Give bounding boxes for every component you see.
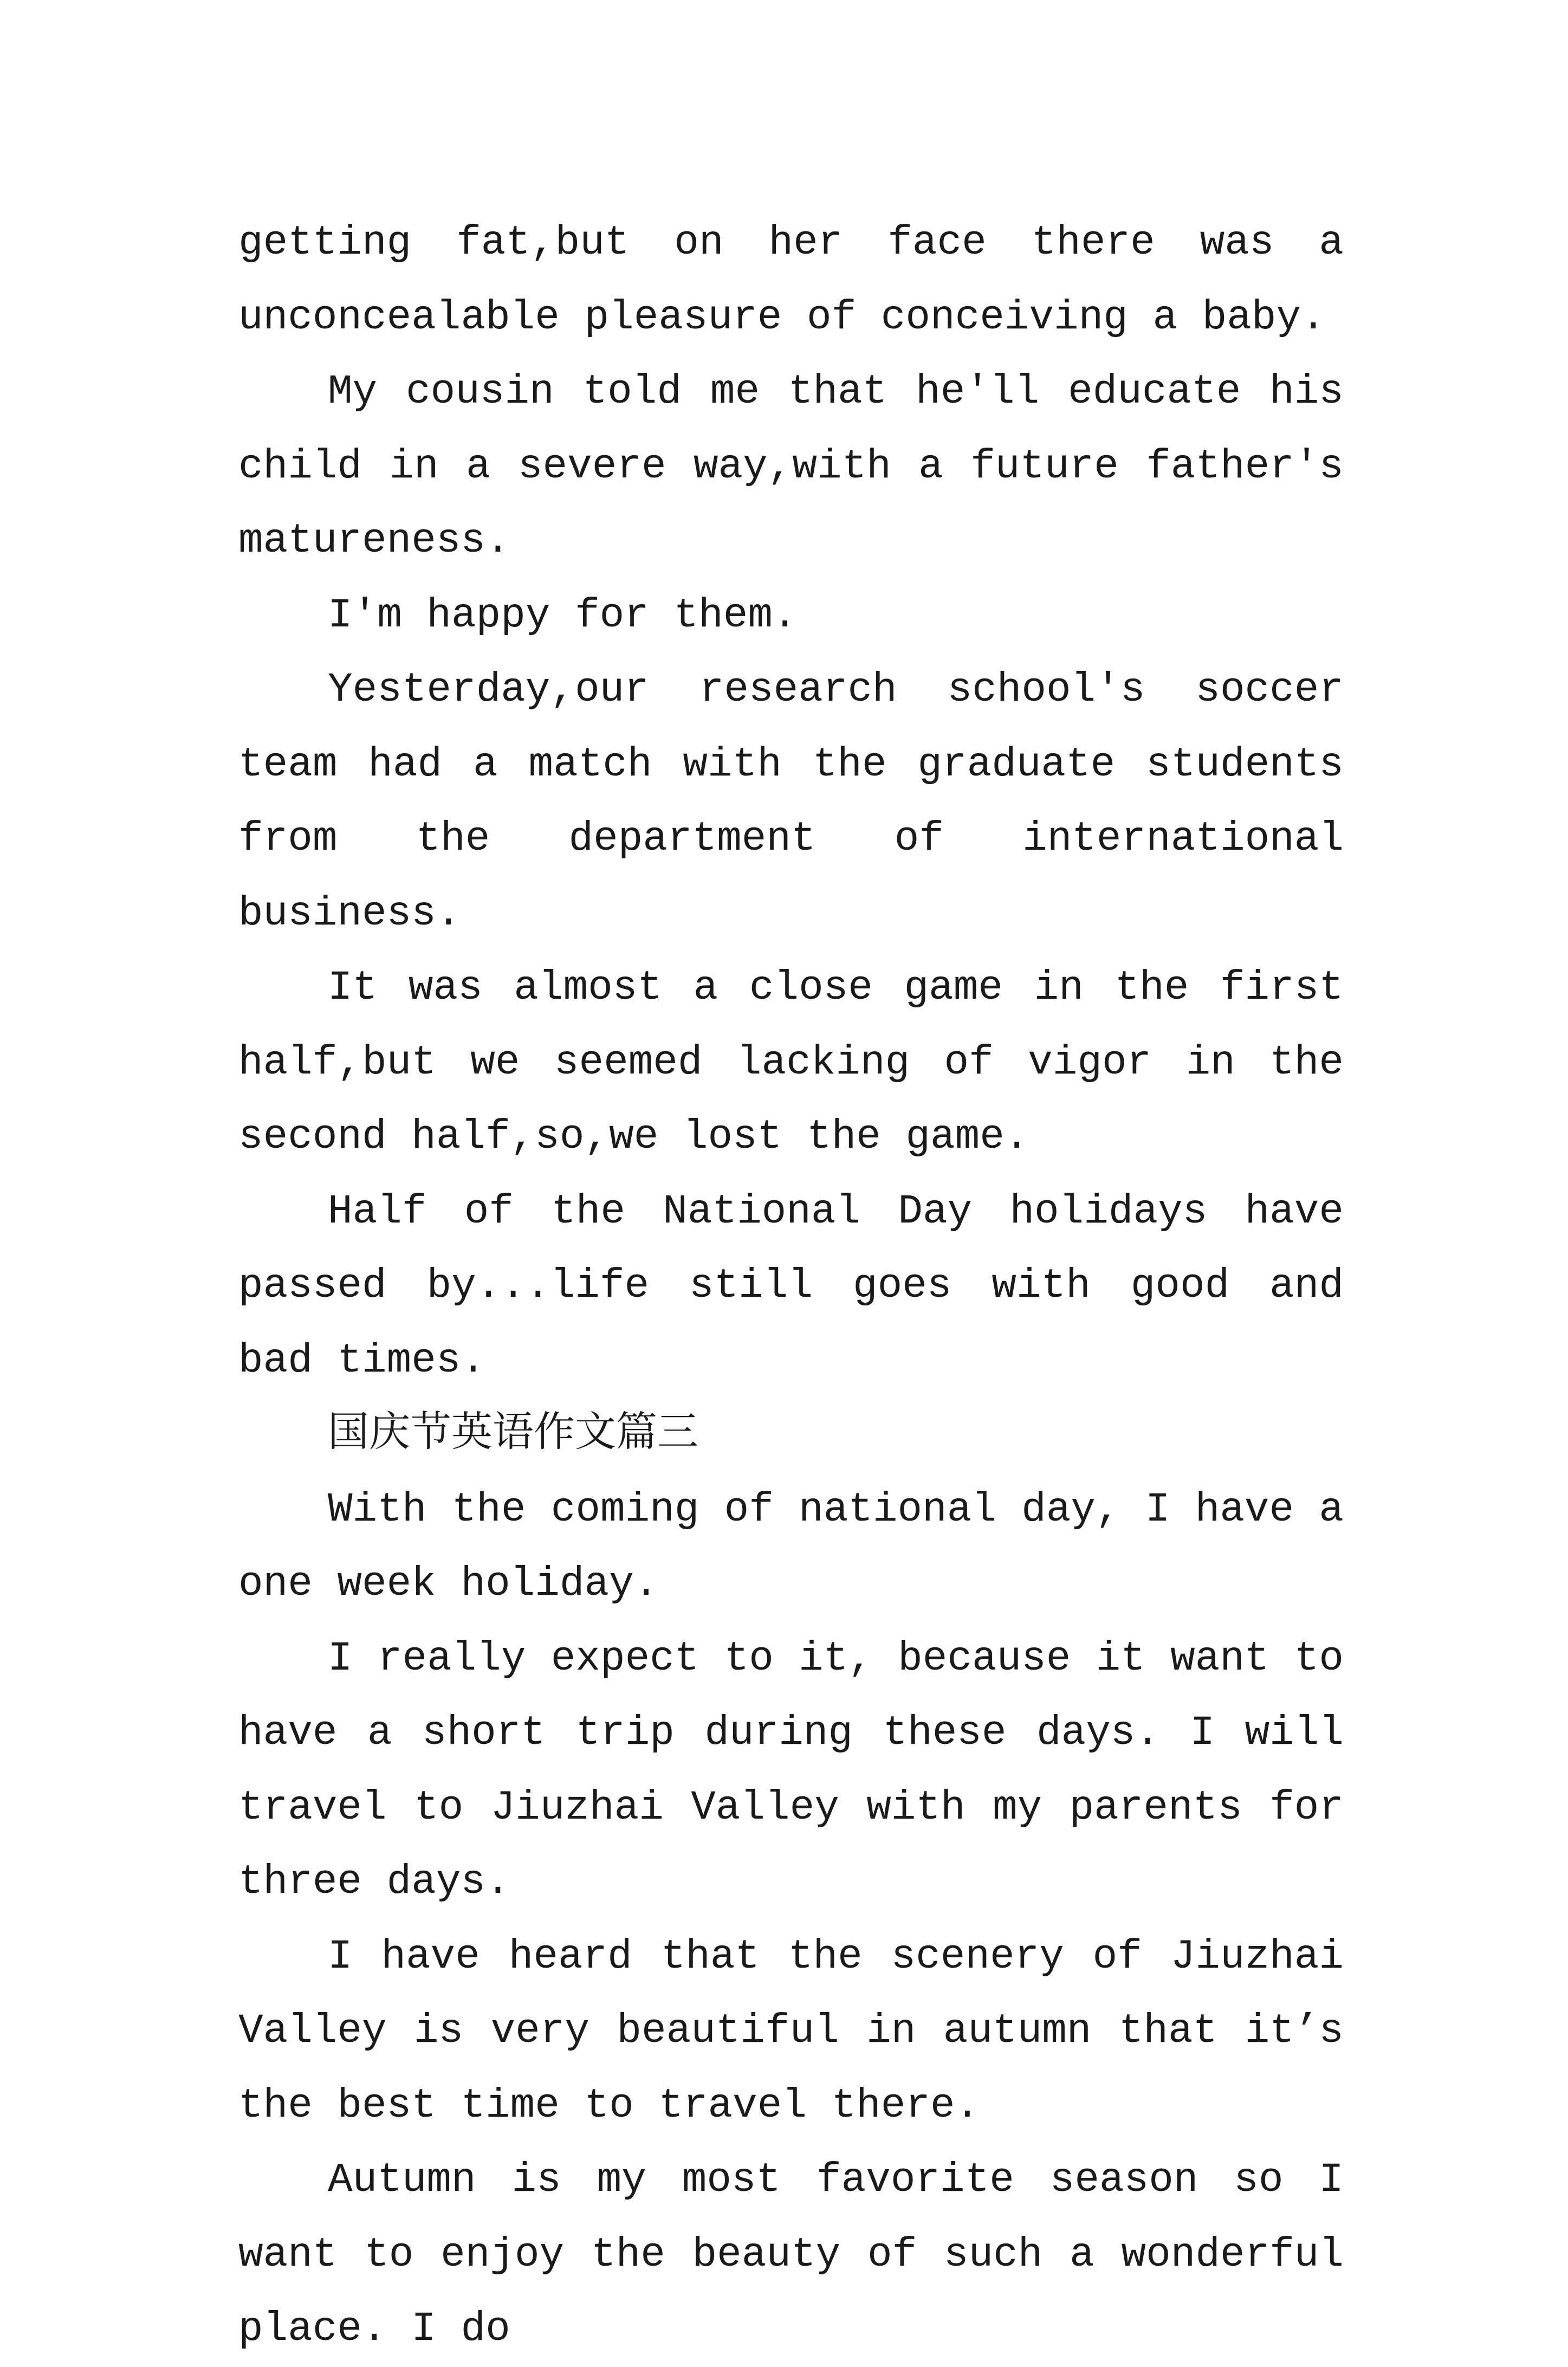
paragraph-scenery: I have heard that the scenery of Jiuzhai Valley is very beautiful in autumn that it’s the best time to travel there.	[238, 1933, 1344, 2129]
paragraph-continuation: getting fat,but on her face there was a unconcealable pleasure of conceiving a baby.	[238, 219, 1344, 341]
paragraph-national-day: With the coming of national day, I have a one week holiday.	[238, 1486, 1344, 1607]
paragraph-soccer-match: Yesterday,our research school's soccer team had a match with the graduate students from the department of international business.	[238, 667, 1344, 937]
paragraph-holidays: Half of the National Day holidays have passed by...life still goes with good and bad times.	[238, 1188, 1344, 1384]
paragraph-trip: I really expect to it, because it want to have a short trip during these days. I will travel to Jiuzhai Valley with my parents for three days.	[238, 1635, 1344, 1905]
section-heading: 国庆节英语作文篇三	[328, 1412, 698, 1458]
paragraph-happy: I'm happy for them.	[328, 592, 798, 639]
paragraph-cousin: My cousin told me that he'll educate his child in a severe way,with a future father's matureness.	[238, 368, 1344, 564]
paragraph-game-result: It was almost a close game in the first half,but we seemed lacking of vigor in the second half,so,we lost the game.	[238, 965, 1344, 1160]
body-text	[238, 206, 1344, 2367]
paragraph-autumn: Autumn is my most favorite season so I want to enjoy the beauty of such a wonderful place. I do	[238, 2157, 1344, 2352]
